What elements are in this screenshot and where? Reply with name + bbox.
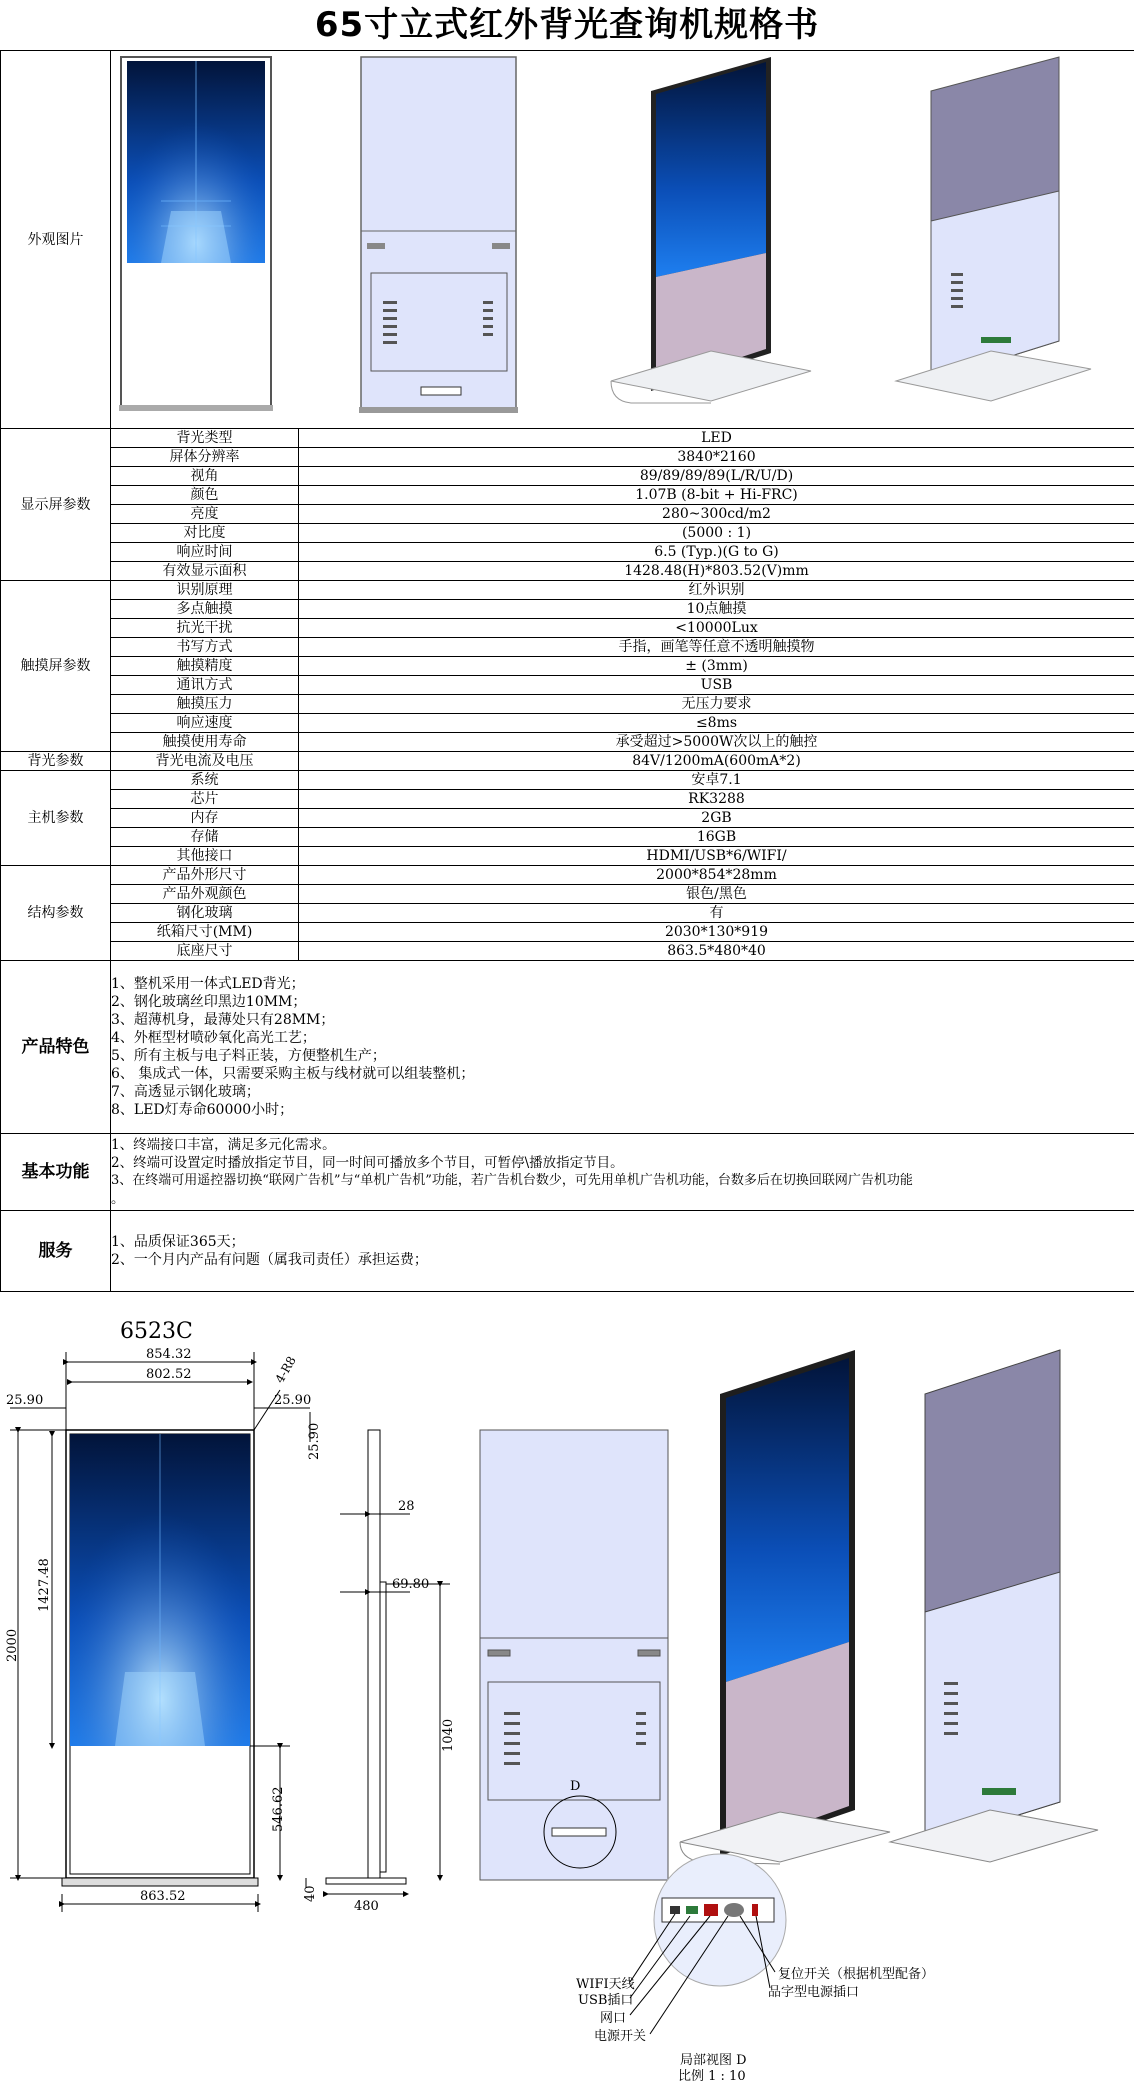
touch-row-1 bbox=[1, 600, 1134, 619]
dim-outer-width: 854.32 bbox=[146, 1347, 192, 1362]
function-line: 3、在终端可用遥控器切换“联网广告机”与“单机广告机”功能，若广告机台数少，可先用单机广告机功能，台数多后在切换回联网广告机功能 bbox=[111, 1172, 1134, 1190]
host-value-4: HDMI/USB*6/WIFI/ bbox=[299, 847, 1134, 866]
display-value-3: 1.07B (8-bit + Hi-FRC) bbox=[299, 486, 1134, 505]
back-view-photo bbox=[359, 57, 518, 413]
dim-corner: 4-R8 bbox=[272, 1354, 298, 1386]
dim-base-height: 40 bbox=[303, 1885, 318, 1902]
dim-margin-right: 25.90 bbox=[274, 1393, 311, 1408]
touch-group-label: 触摸屏参数 bbox=[1, 581, 111, 752]
host-key-2: 内存 bbox=[111, 809, 299, 828]
dim-bottom-panel: 546.62 bbox=[271, 1787, 286, 1833]
structure-value-2: 有 bbox=[299, 904, 1134, 923]
spec-table bbox=[0, 50, 1134, 1292]
service-label: 服务 bbox=[1, 1211, 111, 1292]
structure-row-1 bbox=[1, 885, 1134, 904]
touch-value-3: 手指，画笔等任意不透明触摸物 bbox=[299, 638, 1134, 657]
touch-row-5 bbox=[1, 676, 1134, 695]
display-row-1 bbox=[1, 448, 1134, 467]
features-text bbox=[111, 961, 1134, 1134]
service-line: 2、一个月内产品有问题（属我司责任）承担运费； bbox=[111, 1251, 1134, 1269]
display-key-7: 有效显示面积 bbox=[111, 562, 299, 581]
host-group-label: 主机参数 bbox=[1, 771, 111, 866]
angled-front-photo bbox=[611, 57, 811, 403]
display-group-label: 显示屏参数 bbox=[1, 429, 111, 581]
touch-key-1: 多点触摸 bbox=[111, 600, 299, 619]
touch-key-3: 书写方式 bbox=[111, 638, 299, 657]
feature-line: 6、 集成式一体，只需要采购主板与线材就可以组装整机； bbox=[111, 1065, 1134, 1083]
structure-key-0: 产品外形尺寸 bbox=[111, 866, 299, 885]
callout-reset: 复位开关（根据机型配备） bbox=[778, 1966, 934, 1982]
display-row-6 bbox=[1, 543, 1134, 562]
feature-line: 2、钢化玻璃丝印黑边10MM； bbox=[111, 993, 1134, 1011]
host-row-2 bbox=[1, 809, 1134, 828]
service-row bbox=[1, 1211, 1134, 1292]
host-value-0: 安卓7.1 bbox=[299, 771, 1134, 790]
display-value-1: 3840*2160 bbox=[299, 448, 1134, 467]
dim-side-height: 1040 bbox=[441, 1719, 456, 1752]
appearance-row bbox=[1, 51, 1134, 429]
functions-row bbox=[1, 1134, 1134, 1211]
dim-height: 2000 bbox=[5, 1629, 20, 1662]
touch-row-2 bbox=[1, 619, 1134, 638]
host-value-3: 16GB bbox=[299, 828, 1134, 847]
display-key-6: 响应时间 bbox=[111, 543, 299, 562]
host-row-0 bbox=[1, 771, 1134, 790]
touch-row-3 bbox=[1, 638, 1134, 657]
touch-value-2: <10000Lux bbox=[299, 619, 1134, 638]
touch-key-4: 触摸精度 bbox=[111, 657, 299, 676]
display-value-0: LED bbox=[299, 429, 1134, 448]
host-value-2: 2GB bbox=[299, 809, 1134, 828]
host-key-0: 系统 bbox=[111, 771, 299, 790]
display-value-6: 6.5 (Typ.)(G to G) bbox=[299, 543, 1134, 562]
display-row-0 bbox=[1, 429, 1134, 448]
backlight-value-0: 84V/1200mA(600mA*2) bbox=[299, 752, 1134, 771]
structure-key-1: 产品外观颜色 bbox=[111, 885, 299, 904]
back-elevation bbox=[480, 1430, 668, 1880]
function-line: 1、终端接口丰富，满足多元化需求。 bbox=[111, 1136, 1134, 1154]
front-elevation bbox=[10, 1352, 310, 1912]
backlight-key-0: 背光电流及电压 bbox=[111, 752, 299, 771]
host-row-3 bbox=[1, 828, 1134, 847]
display-key-2: 视角 bbox=[111, 467, 299, 486]
detail-marker-letter: D bbox=[570, 1779, 580, 1794]
callout-wifi: WIFI天线 bbox=[576, 1976, 635, 1992]
callout-power-port: 品字型电源插口 bbox=[768, 1984, 859, 2000]
touch-key-5: 通讯方式 bbox=[111, 676, 299, 695]
touch-key-0: 识别原理 bbox=[111, 581, 299, 600]
display-key-1: 屏体分辨率 bbox=[111, 448, 299, 467]
callout-power-switch: 电源开关 bbox=[594, 2028, 646, 2044]
touch-row-0 bbox=[1, 581, 1134, 600]
dim-base-width: 863.52 bbox=[140, 1889, 186, 1904]
dim-inner-width: 802.52 bbox=[146, 1367, 192, 1382]
touch-value-6: 无压力要求 bbox=[299, 695, 1134, 714]
dim-screen-height: 1427.48 bbox=[37, 1558, 52, 1612]
touch-value-8: 承受超过>5000W次以上的触控 bbox=[299, 733, 1134, 752]
structure-value-0: 2000*854*28mm bbox=[299, 866, 1134, 885]
feature-line: 5、所有主板与电子料正装，方便整机生产； bbox=[111, 1047, 1134, 1065]
touch-key-7: 响应速度 bbox=[111, 714, 299, 733]
touch-key-6: 触摸压力 bbox=[111, 695, 299, 714]
display-key-0: 背光类型 bbox=[111, 429, 299, 448]
function-line: 。 bbox=[111, 1190, 1134, 1208]
host-key-1: 芯片 bbox=[111, 790, 299, 809]
page-title: 65寸立式红外背光查询机规格书 bbox=[0, 0, 1134, 51]
side-elevation bbox=[306, 1430, 450, 1894]
structure-key-2: 钢化玻璃 bbox=[111, 904, 299, 923]
backlight-group-label: 背光参数 bbox=[1, 752, 111, 771]
angled-back-photo bbox=[896, 57, 1091, 401]
functions-label: 基本功能 bbox=[1, 1134, 111, 1211]
host-value-1: RK3288 bbox=[299, 790, 1134, 809]
touch-value-5: USB bbox=[299, 676, 1134, 695]
features-row bbox=[1, 961, 1134, 1134]
front-view-photo bbox=[119, 57, 273, 411]
drawing-canvas bbox=[0, 1282, 1134, 2082]
touch-key-8: 触摸使用寿命 bbox=[111, 733, 299, 752]
display-value-4: 280~300cd/m2 bbox=[299, 505, 1134, 524]
structure-value-1: 银色/黑色 bbox=[299, 885, 1134, 904]
callout-usb: USB插口 bbox=[578, 1992, 633, 2008]
structure-row-4 bbox=[1, 942, 1134, 961]
appearance-label: 外观图片 bbox=[1, 51, 111, 429]
function-line: 2、终端可设置定时播放指定节目，同一时间可播放多个节目，可暂停\播放指定节目。 bbox=[111, 1154, 1134, 1172]
feature-line: 7、高透显示钢化玻璃； bbox=[111, 1083, 1134, 1101]
display-key-5: 对比度 bbox=[111, 524, 299, 543]
technical-drawing bbox=[0, 1282, 1134, 2082]
display-key-4: 亮度 bbox=[111, 505, 299, 524]
display-value-2: 89/89/89/89(L/R/U/D) bbox=[299, 467, 1134, 486]
appearance-photos bbox=[111, 51, 1134, 429]
display-key-3: 颜色 bbox=[111, 486, 299, 505]
touch-row-4 bbox=[1, 657, 1134, 676]
angled-front-render bbox=[680, 1350, 890, 1864]
touch-value-7: ≤8ms bbox=[299, 714, 1134, 733]
functions-text bbox=[111, 1134, 1134, 1211]
touch-value-0: 红外识别 bbox=[299, 581, 1134, 600]
touch-key-2: 抗光干扰 bbox=[111, 619, 299, 638]
touch-value-4: ± (3mm) bbox=[299, 657, 1134, 676]
host-row-1 bbox=[1, 790, 1134, 809]
structure-group-label: 结构参数 bbox=[1, 866, 111, 961]
service-line: 1、品质保证365天； bbox=[111, 1233, 1134, 1251]
detail-view bbox=[630, 1854, 786, 2034]
structure-row-0 bbox=[1, 866, 1134, 885]
callout-lan: 网口 bbox=[600, 2011, 626, 2026]
dim-base-depth: 480 bbox=[354, 1899, 379, 1914]
structure-row-2 bbox=[1, 904, 1134, 923]
service-text bbox=[111, 1211, 1134, 1292]
host-key-3: 存储 bbox=[111, 828, 299, 847]
host-row-4 bbox=[1, 847, 1134, 866]
product-photos bbox=[111, 51, 1134, 423]
detail-title: 局部视图 D bbox=[680, 2053, 747, 2068]
detail-scale: 比例 1 : 10 bbox=[678, 2069, 746, 2082]
backlight-row-0 bbox=[1, 752, 1134, 771]
dim-margin-left: 25.90 bbox=[6, 1393, 43, 1408]
host-key-4: 其他接口 bbox=[111, 847, 299, 866]
display-value-7: 1428.48(H)*803.52(V)mm bbox=[299, 562, 1134, 581]
display-row-7 bbox=[1, 562, 1134, 581]
structure-row-3 bbox=[1, 923, 1134, 942]
touch-row-7 bbox=[1, 714, 1134, 733]
dim-depth: 28 bbox=[398, 1499, 415, 1514]
model-number: 6523C bbox=[120, 1319, 193, 1344]
dim-depth2: 69.80 bbox=[392, 1577, 429, 1592]
display-value-5: (5000 : 1) bbox=[299, 524, 1134, 543]
structure-value-4: 863.5*480*40 bbox=[299, 942, 1134, 961]
structure-key-4: 底座尺寸 bbox=[111, 942, 299, 961]
angled-back-render bbox=[890, 1350, 1098, 1862]
touch-row-8 bbox=[1, 733, 1134, 752]
feature-line: 3、超薄机身，最薄处只有28MM； bbox=[111, 1011, 1134, 1029]
touch-row-6 bbox=[1, 695, 1134, 714]
structure-key-3: 纸箱尺寸(MM) bbox=[111, 923, 299, 942]
touch-value-1: 10点触摸 bbox=[299, 600, 1134, 619]
display-row-4 bbox=[1, 505, 1134, 524]
feature-line: 1、整机采用一体式LED背光； bbox=[111, 975, 1134, 993]
features-label: 产品特色 bbox=[1, 961, 111, 1134]
feature-line: 4、外框型材喷砂氧化高光工艺； bbox=[111, 1029, 1134, 1047]
feature-line: 8、LED灯寿命60000小时； bbox=[111, 1101, 1134, 1119]
dim-margin-top: 25.90 bbox=[307, 1423, 322, 1460]
display-row-5 bbox=[1, 524, 1134, 543]
display-row-2 bbox=[1, 467, 1134, 486]
structure-value-3: 2030*130*919 bbox=[299, 923, 1134, 942]
display-row-3 bbox=[1, 486, 1134, 505]
